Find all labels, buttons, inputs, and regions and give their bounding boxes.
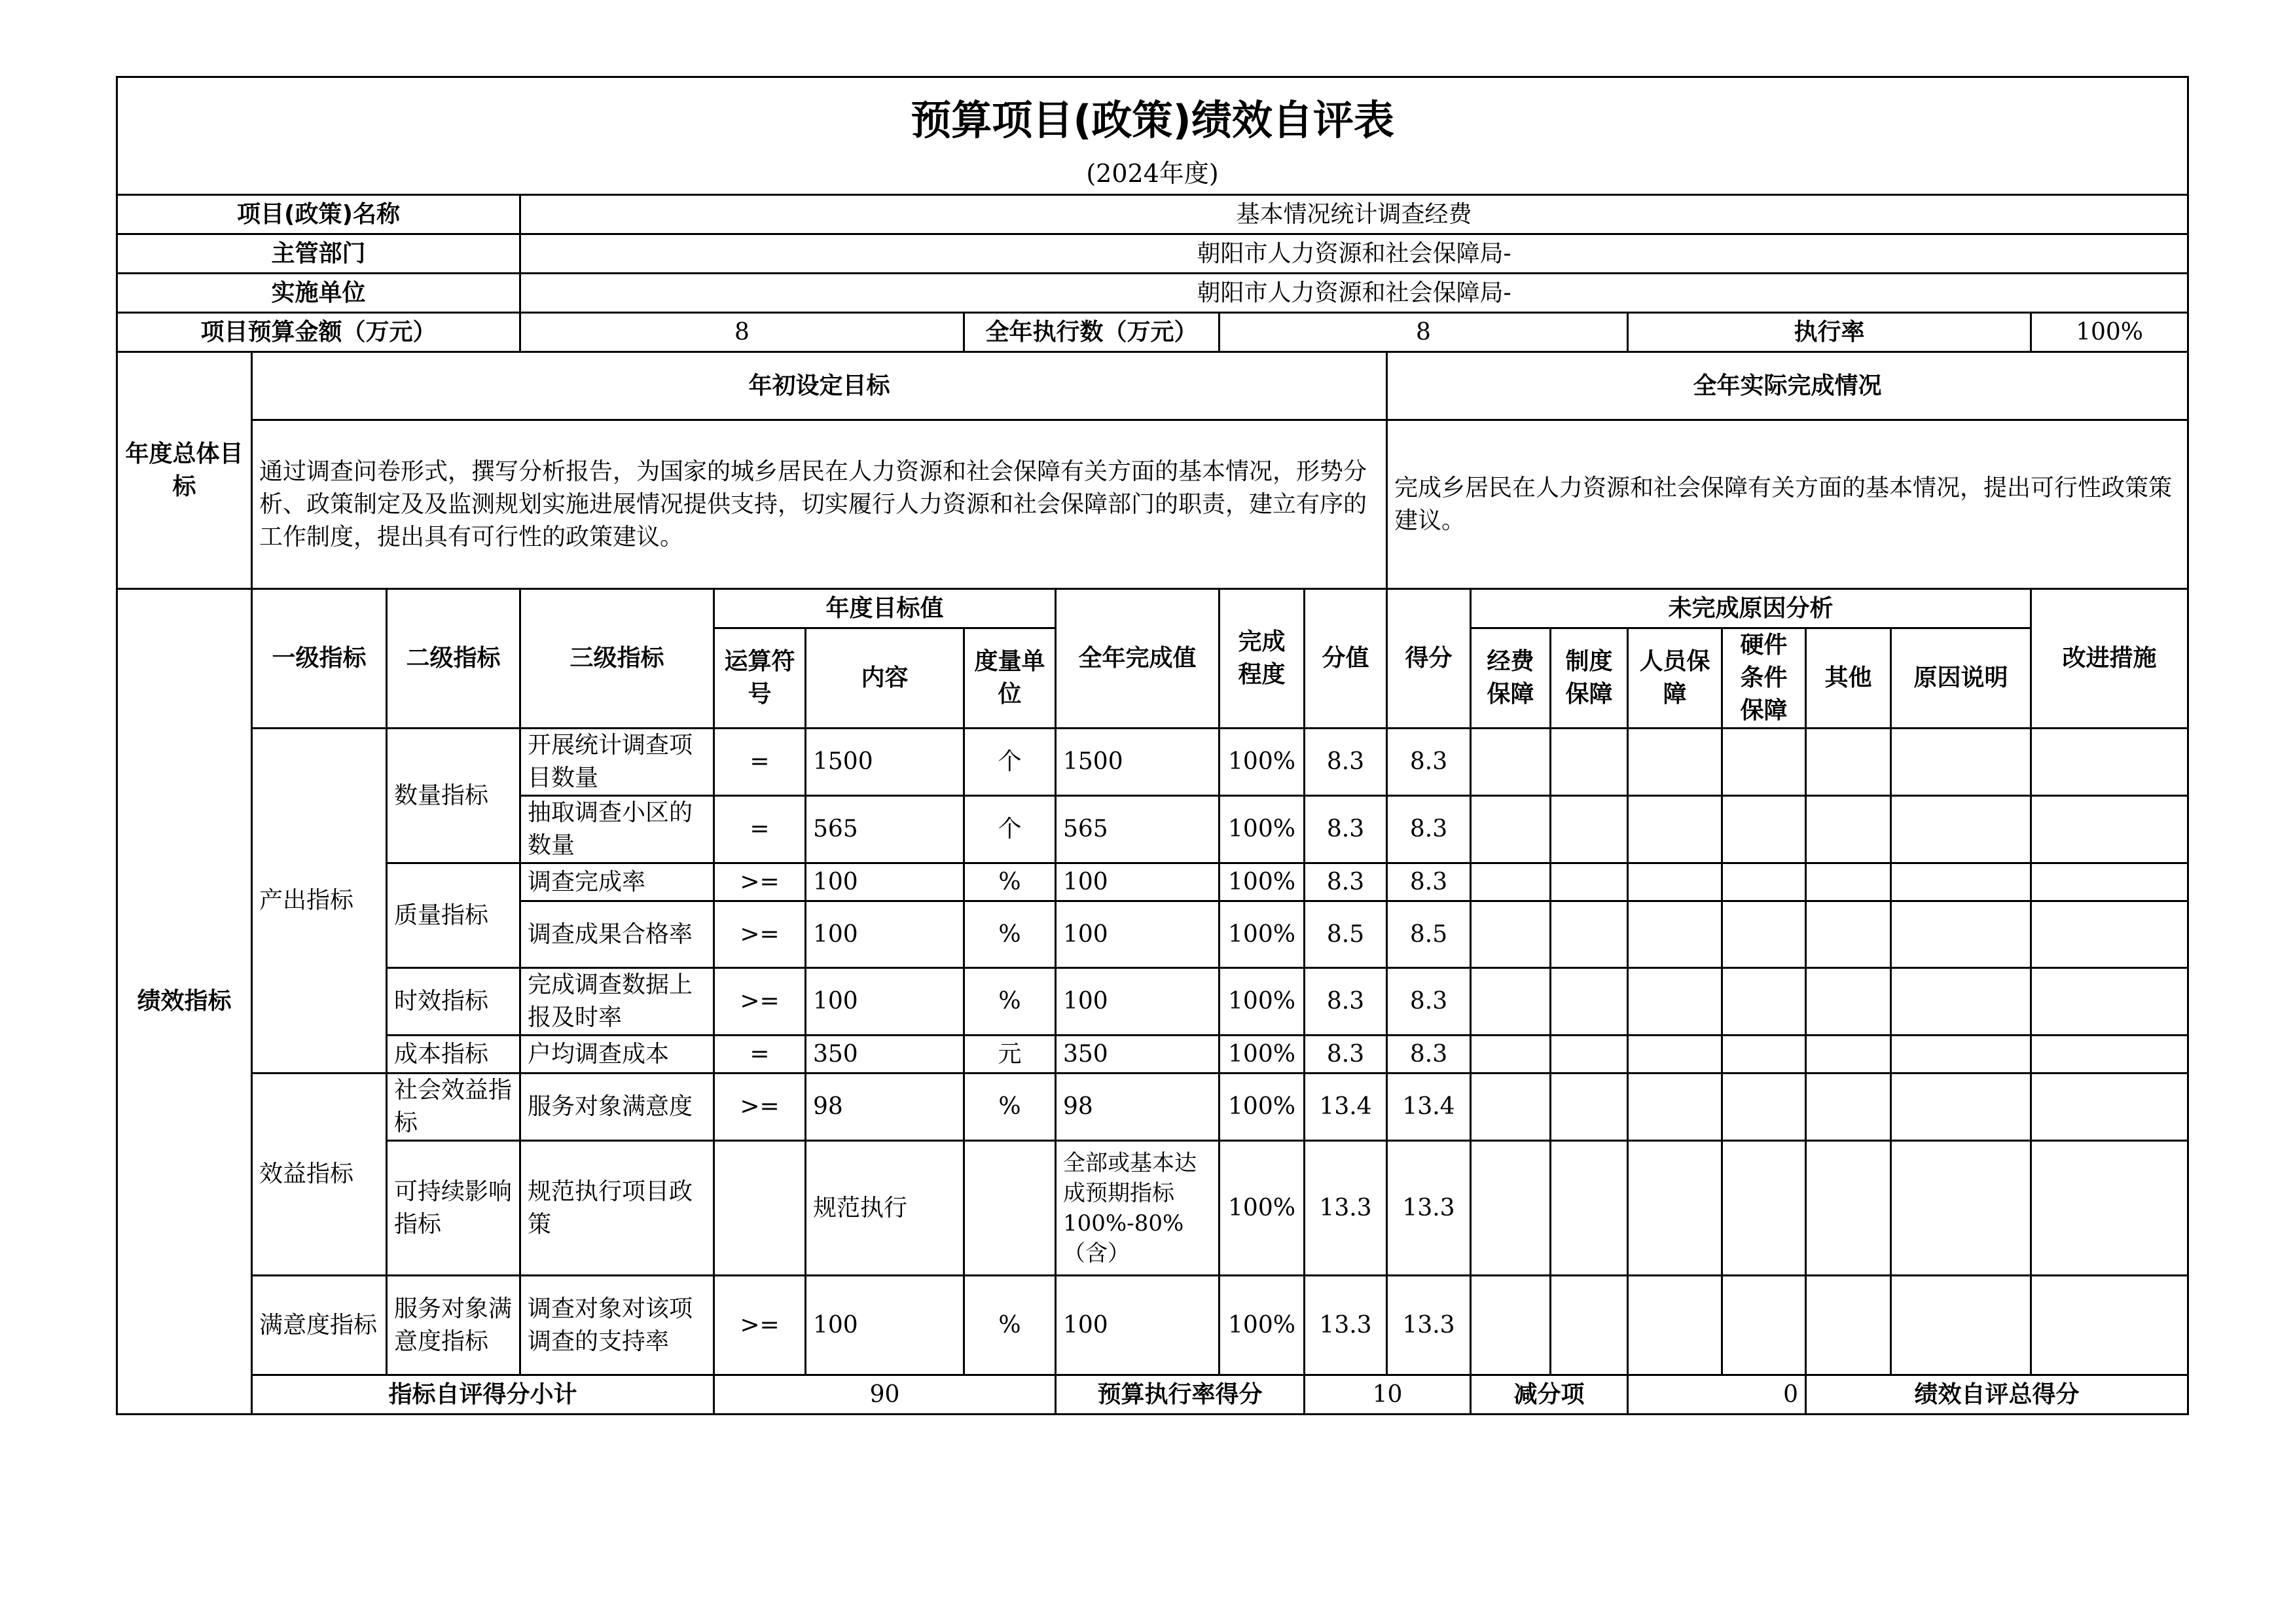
row-content: 100 — [806, 968, 964, 1036]
blank-cell — [2031, 1074, 2188, 1141]
header-level1: 一级指标 — [252, 589, 387, 729]
row-content: 350 — [806, 1036, 964, 1074]
deduct-value: 0 — [1628, 1375, 1806, 1415]
blank-cell — [1806, 796, 1891, 863]
header-reason-group: 未完成原因分析 — [1471, 589, 2031, 628]
executed-value: 8 — [1220, 313, 1628, 352]
row-completion: 100% — [1220, 863, 1305, 901]
row-completion: 100% — [1220, 968, 1305, 1036]
executed-label: 全年执行数（万元） — [964, 313, 1220, 352]
level1-satisfaction: 满意度指标 — [252, 1276, 387, 1375]
row-actual: 565 — [1056, 796, 1220, 863]
row-actual: 100 — [1056, 901, 1220, 968]
row-completion: 100% — [1220, 1276, 1305, 1375]
header-reason-staff: 人员保障 — [1628, 628, 1722, 729]
row-score: 8.3 — [1387, 863, 1471, 901]
row-value: 8.3 — [1305, 796, 1387, 863]
row-actual: 全部或基本达成预期指标100%-80%（含） — [1056, 1141, 1220, 1276]
header-actual: 全年完成值 — [1056, 589, 1220, 729]
header-reason-hardware: 硬件条件保障 — [1722, 628, 1806, 729]
blank-cell — [1722, 796, 1806, 863]
row-unit: % — [964, 1074, 1056, 1141]
row-completion: 100% — [1220, 1036, 1305, 1074]
blank-cell — [2031, 901, 2188, 968]
level2-quality: 质量指标 — [387, 863, 520, 968]
blank-cell — [1806, 729, 1891, 796]
blank-cell — [1471, 1074, 1551, 1141]
level2-service: 服务对象满意度指标 — [387, 1276, 520, 1375]
row-completion: 100% — [1220, 1074, 1305, 1141]
subtotal-label: 指标自评得分小计 — [252, 1375, 714, 1415]
row-actual: 98 — [1056, 1074, 1220, 1141]
level2-timeliness: 时效指标 — [387, 968, 520, 1036]
blank-cell — [1891, 968, 2031, 1036]
blank-cell — [2031, 1276, 2188, 1375]
level1-benefit: 效益指标 — [252, 1074, 387, 1276]
row-score: 8.5 — [1387, 901, 1471, 968]
perf-section-label: 绩效指标 — [117, 589, 252, 1415]
row-content: 565 — [806, 796, 964, 863]
header-score-value: 分值 — [1305, 589, 1387, 729]
header-content: 内容 — [806, 628, 964, 729]
unit-label: 实施单位 — [117, 274, 520, 313]
blank-cell — [2031, 1141, 2188, 1276]
row-operator: >= — [714, 1074, 806, 1141]
blank-cell — [2031, 968, 2188, 1036]
header-target-group: 年度目标值 — [714, 589, 1056, 628]
row-indicator: 调查完成率 — [520, 863, 714, 901]
header-improve: 改进措施 — [2031, 589, 2188, 729]
row-actual: 100 — [1056, 863, 1220, 901]
blank-cell — [1891, 1036, 2031, 1074]
row-content: 100 — [806, 863, 964, 901]
row-completion: 100% — [1220, 901, 1305, 968]
blank-cell — [2031, 729, 2188, 796]
blank-cell — [1471, 796, 1551, 863]
row-completion: 100% — [1220, 1141, 1305, 1276]
header-reason-other: 其他 — [1806, 628, 1891, 729]
row-score: 8.3 — [1387, 796, 1471, 863]
blank-cell — [1722, 1074, 1806, 1141]
header-reason-explain: 原因说明 — [1891, 628, 2031, 729]
total-label: 绩效自评总得分 — [1806, 1375, 2188, 1415]
row-value: 8.3 — [1305, 1036, 1387, 1074]
blank-cell — [1722, 1141, 1806, 1276]
header-level3: 三级指标 — [520, 589, 714, 729]
row-indicator: 服务对象满意度 — [520, 1074, 714, 1141]
actual-goal-header: 全年实际完成情况 — [1387, 352, 2188, 420]
row-completion: 100% — [1220, 729, 1305, 796]
row-score: 13.4 — [1387, 1074, 1471, 1141]
blank-cell — [1806, 863, 1891, 901]
blank-cell — [1471, 1141, 1551, 1276]
row-operator: = — [714, 796, 806, 863]
rate-label: 执行率 — [1628, 313, 2031, 352]
blank-cell — [1722, 901, 1806, 968]
row-indicator: 调查成果合格率 — [520, 901, 714, 968]
fiscal-year: (2024年度) — [117, 156, 2188, 195]
row-operator: = — [714, 1036, 806, 1074]
blank-cell — [1551, 796, 1628, 863]
row-operator: = — [714, 729, 806, 796]
blank-cell — [1806, 968, 1891, 1036]
header-reason-system: 制度保障 — [1551, 628, 1628, 729]
blank-cell — [1722, 968, 1806, 1036]
blank-cell — [1551, 1141, 1628, 1276]
page-title: 预算项目(政策)绩效自评表 — [117, 77, 2188, 156]
blank-cell — [1471, 1036, 1551, 1074]
row-indicator: 开展统计调查项目数量 — [520, 729, 714, 796]
level2-quantity: 数量指标 — [387, 729, 520, 863]
row-indicator: 调查对象对该项调查的支持率 — [520, 1276, 714, 1375]
row-unit: 个 — [964, 729, 1056, 796]
blank-cell — [1551, 1276, 1628, 1375]
row-unit: % — [964, 968, 1056, 1036]
project-name-label: 项目(政策)名称 — [117, 195, 520, 234]
blank-cell — [1891, 863, 2031, 901]
budget-score-value: 10 — [1305, 1375, 1471, 1415]
row-score: 8.3 — [1387, 729, 1471, 796]
row-actual: 350 — [1056, 1036, 1220, 1074]
blank-cell — [1806, 901, 1891, 968]
row-unit: 元 — [964, 1036, 1056, 1074]
row-score: 13.3 — [1387, 1141, 1471, 1276]
row-content: 100 — [806, 1276, 964, 1375]
row-content: 98 — [806, 1074, 964, 1141]
actual-goal-text: 完成乡居民在人力资源和社会保障有关方面的基本情况，提出可行性政策策建议。 — [1387, 420, 2188, 589]
rate-value: 100% — [2031, 313, 2188, 352]
blank-cell — [1891, 901, 2031, 968]
blank-cell — [1806, 1036, 1891, 1074]
project-name: 基本情况统计调查经费 — [520, 195, 2188, 234]
blank-cell — [1891, 1276, 2031, 1375]
row-operator: >= — [714, 863, 806, 901]
blank-cell — [1551, 1036, 1628, 1074]
row-unit: 个 — [964, 796, 1056, 863]
row-content: 规范执行 — [806, 1141, 964, 1276]
header-unit: 度量单位 — [964, 628, 1056, 729]
blank-cell — [1628, 863, 1722, 901]
dept-label: 主管部门 — [117, 234, 520, 274]
blank-cell — [2031, 796, 2188, 863]
subtotal-value: 90 — [714, 1375, 1056, 1415]
budget-score-label: 预算执行率得分 — [1056, 1375, 1305, 1415]
blank-cell — [1628, 796, 1722, 863]
row-indicator: 抽取调查小区的数量 — [520, 796, 714, 863]
blank-cell — [1806, 1074, 1891, 1141]
row-operator: >= — [714, 901, 806, 968]
level2-cost: 成本指标 — [387, 1036, 520, 1074]
planned-goal-header: 年初设定目标 — [252, 352, 1387, 420]
blank-cell — [1806, 1276, 1891, 1375]
blank-cell — [2031, 863, 2188, 901]
row-operator: >= — [714, 1276, 806, 1375]
goals-section-label: 年度总体目标 — [117, 352, 252, 589]
row-value: 13.3 — [1305, 1141, 1387, 1276]
header-reason-funding: 经费保障 — [1471, 628, 1551, 729]
blank-cell — [1806, 1141, 1891, 1276]
blank-cell — [1891, 1141, 2031, 1276]
row-value: 8.3 — [1305, 729, 1387, 796]
level1-output: 产出指标 — [252, 729, 387, 1074]
row-unit: % — [964, 863, 1056, 901]
budget-value: 8 — [520, 313, 964, 352]
blank-cell — [1628, 901, 1722, 968]
row-value: 13.4 — [1305, 1074, 1387, 1141]
blank-cell — [2031, 1036, 2188, 1074]
row-content: 100 — [806, 901, 964, 968]
row-indicator: 户均调查成本 — [520, 1036, 714, 1074]
row-indicator: 完成调查数据上报及时率 — [520, 968, 714, 1036]
evaluation-sheet — [116, 76, 2187, 1415]
dept-value: 朝阳市人力资源和社会保障局- — [520, 234, 2188, 274]
blank-cell — [1722, 729, 1806, 796]
row-score: 8.3 — [1387, 968, 1471, 1036]
row-actual: 100 — [1056, 1276, 1220, 1375]
row-value: 8.3 — [1305, 863, 1387, 901]
blank-cell — [1551, 1074, 1628, 1141]
row-operator — [714, 1141, 806, 1276]
level2-sustain: 可持续影响指标 — [387, 1141, 520, 1276]
deduct-label: 减分项 — [1471, 1375, 1628, 1415]
blank-cell — [1722, 863, 1806, 901]
row-value: 13.3 — [1305, 1276, 1387, 1375]
blank-cell — [1471, 901, 1551, 968]
blank-cell — [1471, 729, 1551, 796]
budget-label: 项目预算金额（万元） — [117, 313, 520, 352]
level2-social: 社会效益指标 — [387, 1074, 520, 1141]
blank-cell — [1722, 1036, 1806, 1074]
row-value: 8.3 — [1305, 968, 1387, 1036]
row-unit — [964, 1141, 1056, 1276]
planned-goal-text: 通过调查问卷形式，撰写分析报告，为国家的城乡居民在人力资源和社会保障有关方面的基本情况，形势分析、政策制定及及监测规划实施进展情况提供支持，切实履行人力资源和社会保障部门的职责，建立有序的工作制度，提出具有可行性的政策建议。 — [252, 420, 1387, 589]
blank-cell — [1471, 1276, 1551, 1375]
row-score: 13.3 — [1387, 1276, 1471, 1375]
header-level2: 二级指标 — [387, 589, 520, 729]
blank-cell — [1628, 1141, 1722, 1276]
blank-cell — [1551, 863, 1628, 901]
row-operator: >= — [714, 968, 806, 1036]
blank-cell — [1628, 968, 1722, 1036]
header-completion: 完成程度 — [1220, 589, 1305, 729]
row-unit: % — [964, 901, 1056, 968]
blank-cell — [1891, 1074, 2031, 1141]
blank-cell — [1628, 1276, 1722, 1375]
unit-value: 朝阳市人力资源和社会保障局- — [520, 274, 2188, 313]
blank-cell — [1471, 968, 1551, 1036]
blank-cell — [1891, 729, 2031, 796]
blank-cell — [1628, 1074, 1722, 1141]
evaluation-table — [116, 76, 2189, 1415]
blank-cell — [1628, 1036, 1722, 1074]
header-score: 得分 — [1387, 589, 1471, 729]
row-value: 8.5 — [1305, 901, 1387, 968]
blank-cell — [1722, 1276, 1806, 1375]
row-actual: 1500 — [1056, 729, 1220, 796]
row-indicator: 规范执行项目政策 — [520, 1141, 714, 1276]
row-content: 1500 — [806, 729, 964, 796]
row-unit: % — [964, 1276, 1056, 1375]
row-actual: 100 — [1056, 968, 1220, 1036]
blank-cell — [1551, 968, 1628, 1036]
blank-cell — [1551, 729, 1628, 796]
row-score: 8.3 — [1387, 1036, 1471, 1074]
blank-cell — [1551, 901, 1628, 968]
header-operator: 运算符号 — [714, 628, 806, 729]
blank-cell — [1471, 863, 1551, 901]
row-completion: 100% — [1220, 796, 1305, 863]
blank-cell — [1628, 729, 1722, 796]
blank-cell — [1891, 796, 2031, 863]
